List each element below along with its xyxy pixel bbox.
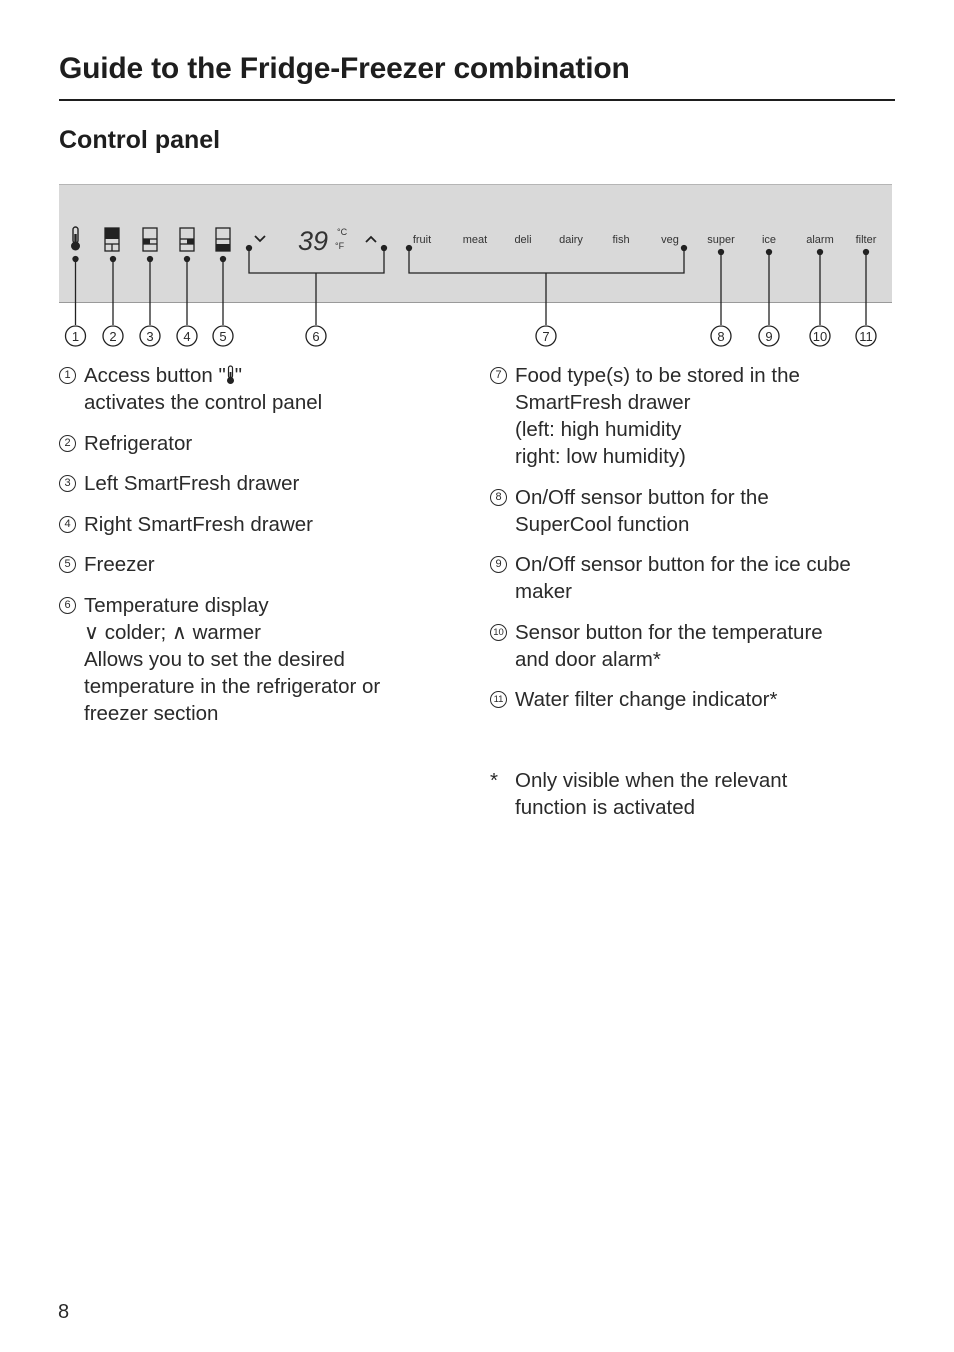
legend-line: freezer section bbox=[84, 701, 219, 725]
legend-right bbox=[490, 362, 910, 727]
callout-3: 3 bbox=[146, 329, 154, 344]
legend-line: Temperature display bbox=[84, 593, 269, 617]
legend-line: (left: high humidity bbox=[515, 418, 682, 441]
legend-line: Allows you to set the desired bbox=[84, 647, 345, 671]
callout-10: 10 bbox=[812, 329, 828, 344]
callout-11: 11 bbox=[859, 329, 873, 344]
legend-line: ∨ colder; ∧ warmer bbox=[84, 620, 261, 644]
food-label-fish[interactable]: fish bbox=[612, 234, 630, 246]
legend-number: 11 bbox=[490, 691, 507, 708]
food-label-dairy[interactable]: dairy bbox=[559, 234, 583, 246]
callout-7: 7 bbox=[542, 329, 550, 344]
food-label-veg[interactable]: veg bbox=[661, 234, 679, 246]
temperature-value: 39 bbox=[298, 226, 329, 256]
legend-line: Food type(s) to be stored in the bbox=[515, 364, 800, 387]
footnote-line: function is activated bbox=[515, 796, 696, 819]
page-number: 8 bbox=[58, 1301, 70, 1323]
legend-line: SmartFresh drawer bbox=[515, 391, 691, 414]
footnote-mark: * bbox=[490, 769, 498, 792]
callout-8: 8 bbox=[717, 329, 725, 344]
legend-item-6 bbox=[59, 592, 459, 727]
legend-item-5 bbox=[59, 551, 459, 578]
legend-line: On/Off sensor button for the ice cube bbox=[515, 553, 851, 576]
legend-line: Sensor button for the temperature bbox=[515, 620, 823, 644]
legend-line: On/Off sensor button for the bbox=[515, 485, 769, 509]
legend-number: 10 bbox=[490, 624, 507, 641]
callout-6: 6 bbox=[312, 329, 320, 344]
legend-item-1 bbox=[59, 362, 459, 416]
legend-line: activates the control panel bbox=[84, 391, 323, 414]
thermometer-icon bbox=[226, 365, 235, 385]
legend-number: 3 bbox=[59, 475, 76, 492]
legend-number: 4 bbox=[59, 516, 76, 533]
legend-item-11 bbox=[490, 686, 910, 713]
filter-indicator: filter bbox=[855, 234, 877, 246]
legend-number: 6 bbox=[59, 597, 76, 614]
food-label-deli[interactable]: deli bbox=[514, 234, 532, 246]
legend-line: maker bbox=[515, 580, 572, 603]
legend-left bbox=[59, 362, 459, 740]
control-panel-svg bbox=[0, 180, 954, 360]
legend-number: 1 bbox=[59, 367, 76, 384]
legend-number: 7 bbox=[490, 367, 507, 384]
legend-item-2 bbox=[59, 430, 459, 457]
callout-4: 4 bbox=[183, 329, 191, 344]
super-button[interactable]: super bbox=[707, 234, 735, 246]
page-title: Guide to the Fridge-Freezer combination bbox=[59, 52, 630, 85]
legend-line: and door alarm* bbox=[515, 647, 661, 671]
title-rule bbox=[59, 99, 895, 101]
legend-line: Right SmartFresh drawer bbox=[84, 512, 313, 536]
legend-line: right: low humidity) bbox=[515, 445, 686, 468]
footnote-line: Only visible when the relevant bbox=[515, 769, 788, 792]
callout-9: 9 bbox=[765, 329, 773, 344]
legend-number: 5 bbox=[59, 556, 76, 573]
legend-number: 2 bbox=[59, 435, 76, 452]
legend-item-10 bbox=[490, 619, 910, 673]
unit-fahrenheit: °F bbox=[335, 241, 345, 251]
legend-line: Refrigerator bbox=[84, 431, 193, 455]
callout-2: 2 bbox=[109, 329, 117, 344]
footnote bbox=[490, 767, 787, 821]
alarm-button[interactable]: alarm bbox=[806, 234, 834, 246]
unit-celsius: °C bbox=[337, 227, 348, 237]
legend-item-8 bbox=[490, 484, 910, 538]
legend-item-9 bbox=[490, 551, 910, 605]
legend-item-7 bbox=[490, 362, 910, 470]
callout-1: 1 bbox=[71, 329, 80, 344]
legend-item-3 bbox=[59, 470, 459, 497]
control-panel-figure bbox=[0, 180, 954, 360]
legend-line: SuperCool function bbox=[515, 512, 690, 536]
food-label-fruit[interactable]: fruit bbox=[412, 234, 432, 246]
callout-5: 5 bbox=[219, 329, 227, 344]
legend-number: 9 bbox=[490, 556, 507, 573]
legend-item-4 bbox=[59, 511, 459, 538]
legend-line: Left SmartFresh drawer bbox=[84, 472, 300, 495]
legend-line: Freezer bbox=[84, 553, 155, 576]
food-label-meat[interactable]: meat bbox=[462, 234, 488, 246]
legend-number: 8 bbox=[490, 489, 507, 506]
legend-line: Water filter change indicator* bbox=[515, 688, 778, 711]
ice-button[interactable]: ice bbox=[761, 234, 777, 246]
legend-line: Access button " " bbox=[84, 364, 243, 387]
legend-line: temperature in the refrigerator or bbox=[84, 674, 381, 698]
section-title: Control panel bbox=[59, 126, 221, 154]
